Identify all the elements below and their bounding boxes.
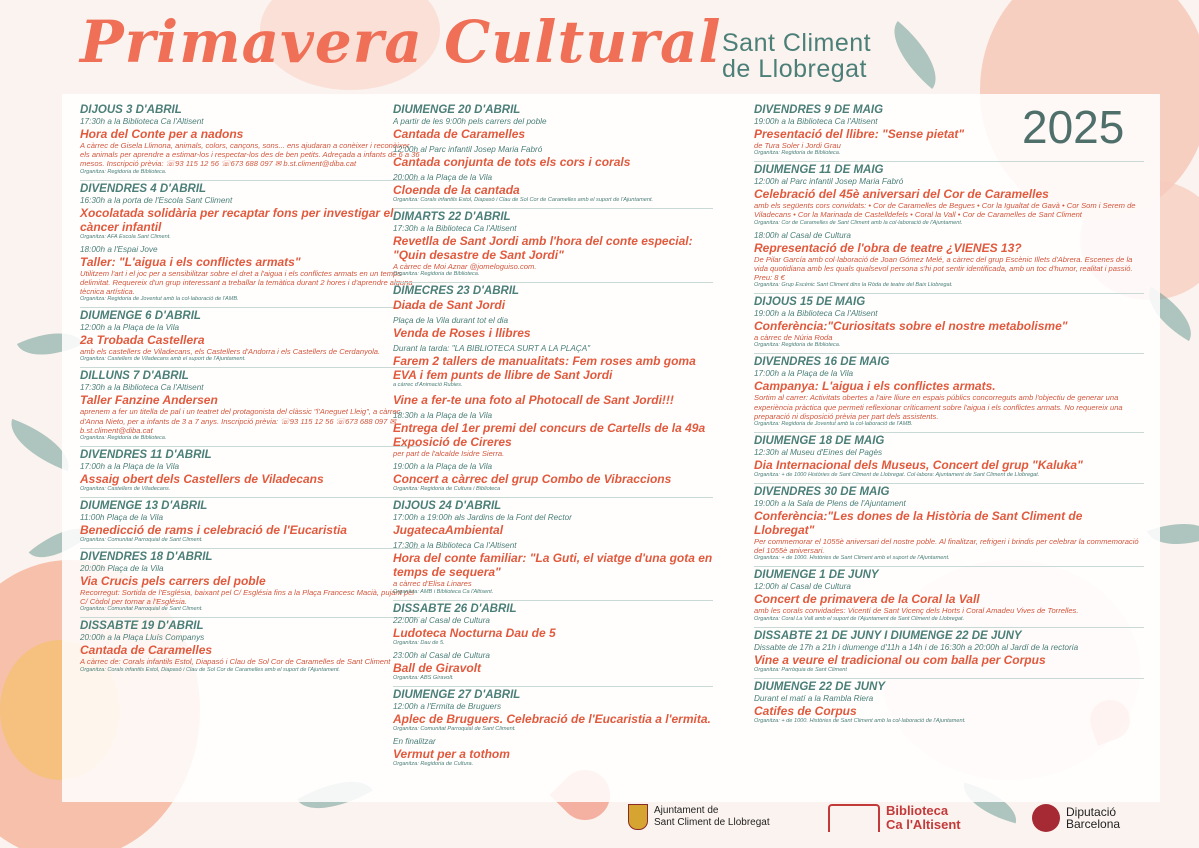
event-date: DIUMENGE 18 DE MAIG [754, 432, 1144, 448]
event-organizer: Organitza: Comunitat Parroquial de Sant Climent. [80, 537, 203, 544]
column-may-june [754, 102, 1144, 729]
event-time: 17:00h a 19:00h als Jardins de la Font del Rector [393, 513, 572, 523]
event-title: Diada de Sant Jordi [393, 298, 506, 313]
event-organizer: Organitza: Parròquia de Sant Climent [754, 666, 847, 673]
event-title: Via Crucis pels carrers del poble [80, 574, 266, 589]
shield-icon [628, 804, 648, 830]
event-organizer: Organitza: Cor de Caramelles de Sant Climent amb la col·laboració de l'Ajuntament. [754, 219, 963, 226]
event-date: DIVENDRES 11 D'ABRIL [80, 446, 420, 462]
event-title: Cantada conjunta de tots els cors i corals [393, 155, 631, 169]
event-title: Assaig obert dels Castellers de Viladecans [80, 472, 324, 487]
event-time: 17:30h a la Biblioteca Ca l'Altisent [393, 541, 517, 551]
event-entry [393, 411, 713, 458]
event-entry [393, 651, 713, 682]
event-time: Durant la tarda: "LA BIBLIOTECA SURT A LA PLAÇA" [393, 344, 591, 354]
event-entry [393, 497, 713, 537]
event-entry [80, 446, 420, 493]
event-title: Hora del conte familiar: "La Guti, el viatge d'una gota en temps de sequera" [393, 551, 713, 580]
event-time: 19:00h a la Biblioteca Ca l'Altisent [754, 117, 878, 126]
event-date: DILLUNS 7 D'ABRIL [80, 367, 420, 383]
event-entry [80, 367, 420, 442]
event-organizer: Organitza: Castellers de Viladecans amb el suport de l'Ajuntament. [80, 356, 246, 363]
event-date: DIUMENGE 13 D'ABRIL [80, 497, 420, 513]
event-date: DIVENDRES 18 D'ABRIL [80, 548, 420, 564]
event-description: Recorregut: Sortida de l'Església, baixant pel C/ Església fins a la Plaça Francesc Macià, pujant pel C/ Còdol per tornar a l'Església. [80, 588, 415, 607]
event-entry [393, 145, 713, 169]
event-entry [80, 180, 420, 241]
event-title: Farem 2 tallers de manualitats: Fem roses amb goma EVA i fem punts de llibre de Sant Jordi [393, 354, 696, 383]
event-organizer: Organitza: Coral La Vall amb el suport de l'Ajuntament de Sant Climent de Llobregat. [754, 615, 965, 622]
year: 2025 [1022, 101, 1125, 153]
event-description: a càrrec d'Elisa Linares [393, 579, 472, 589]
event-title: Benedicció de rams i celebració de l'Eucaristia [80, 523, 347, 538]
event-time: 23:00h al Casal de Cultura [393, 650, 490, 660]
event-organizer: Organitza: Regidoria de Joventut amb la col·laboració de l'AMB. [80, 296, 239, 303]
event-entry [80, 548, 420, 613]
event-description: A càrrec de: Corals infantils Estol, Diapasó i Clau de Sol Cor de Caramelles de Sant Climent [80, 657, 391, 667]
event-date: DIUMENGE 6 D'ABRIL [80, 307, 420, 323]
event-organizer: Organitza: Regidoria de Biblioteca. [80, 435, 167, 442]
event-title: Representació de l'obra de teatre ¿VIENES 13? [754, 240, 1022, 255]
event-time: 18:00h al Casal de Cultura [754, 230, 851, 240]
event-entry [754, 231, 1144, 290]
event-title: JugatecaAmbiental [393, 523, 504, 538]
event-title: Cloenda de la cantada [393, 183, 520, 197]
event-organizer: Organitza: Dau de 5. [393, 639, 445, 646]
event-time: 16:30h a la porta de l'Escola Sant Climent [80, 195, 233, 205]
event-organizer: Organitza: Regidoria de Cultura. [393, 760, 474, 767]
event-title: Ludoteca Nocturna Dau de 5 [393, 625, 556, 640]
event-time: 20:00h a la Plaça de la Vila [393, 173, 493, 182]
event-entry [80, 245, 420, 304]
event-date: DIJOUS 24 D'ABRIL [393, 497, 713, 513]
event-title: Cantada de Caramelles [80, 643, 213, 658]
event-title: Conferència:"Les dones de la Història de Sant Climent de Llobregat" [754, 509, 1083, 538]
event-title: Concert de primavera de la Coral la Vall [754, 592, 980, 607]
event-description: A càrrec de Moi Aznar @jomeloguiso.com. [393, 262, 537, 271]
event-time: 20:00h a la Plaça Lluís Companys [80, 633, 205, 643]
event-date: DISSABTE 21 DE JUNY I DIUMENGE 22 DE JUNY [754, 627, 1144, 643]
event-title: Celebració del 45è aniversari del Cor de Caramelles [754, 187, 1049, 202]
event-entry [80, 617, 420, 673]
event-organizer: Organitza: + de 1000 Històries de Sant Climent de Llobregat. Col·labora: Ajuntament de Sant Climent de Llobregat. [754, 472, 1040, 479]
event-time: 19:00h a la Plaça de la Vila [393, 462, 493, 472]
event-time: 18:30h a la Plaça de la Vila [393, 411, 493, 421]
event-date: DIVENDRES 9 DE MAIG [754, 104, 884, 116]
event-time: 12:00h a la Plaça de la Vila [80, 323, 180, 333]
event-title: Vine a fer-te una foto al Photocall de Sant Jordi!!! [393, 393, 674, 408]
event-time: Dissabte de 17h a 21h i diumenge d'11h a 14h i de 16:30h a 20:00h al Jardí de la rectoria [754, 642, 1079, 652]
event-title: Revetlla de Sant Jordi amb l'hora del conte especial: "Quin desastre de Sant Jordi" [393, 234, 693, 262]
event-time: 22:00h al Casal de Cultura [393, 615, 490, 625]
event-entry [393, 541, 713, 595]
event-date: DIUMENGE 11 DE MAIG [754, 161, 1144, 177]
event-time: 20:00h Plaça de la Vila [80, 564, 164, 574]
event-organizer: Organitza: Regidoria de Biblioteca. [754, 150, 841, 157]
event-date: DIMECRES 23 D'ABRIL [393, 282, 713, 298]
event-title: Hora del Conte per a nadons [80, 127, 244, 141]
event-title: Xocolatada solidària per recaptar fons per investigar el càncer infantil [80, 205, 394, 234]
event-organizer: Organitza: Comunitat Parroquial de Sant Climent. [80, 606, 203, 613]
event-title: Ball de Giravolt [393, 660, 482, 675]
event-date: DIUMENGE 1 DE JUNY [754, 566, 1144, 582]
event-entry [393, 462, 713, 493]
event-description: amb els castellers de Viladecans, els Castellers d'Andorra i els Castellers de Cerdanyola. [80, 347, 381, 357]
place-name: Sant Climent de Llobregat [722, 29, 872, 83]
event-title: Campanya: L'aigua i els conflictes armats. [754, 379, 996, 394]
event-entry [393, 208, 713, 278]
event-title: Aplec de Bruguers. Celebració de l'Eucaristia a l'ermita. [393, 711, 711, 726]
event-time: 12:00h al Parc infantil Josep Maria Fabró [754, 177, 904, 187]
event-description: A càrrec de Gisela Llimona, animals, colors, cançons, sons... ens ajudaran a conèixer i reconèixer els animals per aprendre a estimar-los i respectar-los des de ben petits. Adreçada a infants de 6 a 36 mesos. Inscripció prèvia: ☏93 115 12 56 ☏673 688 097 ✉ b.st.climent@diba.cat [80, 141, 420, 169]
event-organizer: Organitza: Castellers de Viladecans. [80, 486, 171, 493]
event-description: amb els següents cors convidats: • Cor de Caramelles de Begues • Cor la Igualtat de Gavà • Cor Som i Serem de Viladecans • Cor la Marinada de Castelldefels • Coral la Vall • Cor de Caramelles de Sant Climent [754, 201, 1136, 220]
event-time: 17:30h a la Biblioteca Ca l'Altisent [393, 224, 517, 233]
event-time: 12:30h al Museu d'Eines del Pagès [754, 448, 883, 458]
event-time: 17:30h a la Biblioteca Ca l'Altisent [80, 383, 204, 393]
event-organizer: Organitza: Regidoria de Biblioteca. [754, 342, 841, 349]
event-time: 12:00h al Casal de Cultura [754, 582, 851, 592]
event-date: DISSABTE 26 D'ABRIL [393, 600, 713, 616]
event-time: 18:00h a l'Espai Jove [80, 244, 158, 254]
event-entry [754, 432, 1144, 479]
event-organizer: Organitza: Comunitat Parroquial de Sant Climent. [393, 725, 516, 732]
event-description: aprenem a fer un titella de pal i un teatret del protagonista del clàssic "l'Aneguet Lleig", a càrrec d'Anna Nieto, per a infants de 3 a 7 anys. Inscripció prèvia: ☏93 115 12 56 ☏673 688 097 ✉ b.st.climent@diba.cat [80, 407, 401, 435]
event-time: 17:00h a la Plaça de la Vila [754, 369, 854, 379]
event-date: DIJOUS 3 D'ABRIL [80, 104, 182, 116]
column-april-2 [393, 102, 713, 772]
event-time: Plaça de la Vila durant tot el dia [393, 316, 509, 326]
event-description: de Tura Soler i Jordi Grau [754, 141, 841, 150]
event-entry [80, 307, 420, 363]
event-entry [754, 102, 1144, 157]
event-date: DIUMENGE 27 D'ABRIL [393, 686, 713, 702]
event-date: DIVENDRES 16 DE MAIG [754, 353, 1144, 369]
event-time: 12:00h al Parc infantil Josep Maria Fabró [393, 145, 543, 154]
column-april-1 [80, 102, 420, 678]
event-title: Dia Internacional dels Museus, Concert del grup "Kaluka" [754, 458, 1083, 473]
event-time: 19:00h a la Biblioteca Ca l'Altisent [754, 309, 878, 319]
event-organizer: Organitza: Corals infantils Estol, Diapasó i Clau de Sol Cor de Caramelles amb el suport de l'Ajuntament. [80, 666, 341, 673]
event-title: Taller Fanzine Andersen [80, 393, 218, 408]
event-date: DIUMENGE 20 D'ABRIL [393, 104, 521, 116]
event-description: amb les corals convidades: Vicentí de Sant Vicenç dels Horts i Coral Amadeu Vives de Torrelles. [754, 606, 1079, 616]
seal-icon [1032, 804, 1060, 832]
event-entry [754, 293, 1144, 349]
event-time: 11:00h Plaça de la Vila [80, 513, 163, 523]
event-date: DIVENDRES 4 D'ABRIL [80, 180, 420, 196]
event-organizer: Organitza: Corals infantils Estol, Diapasó i Clau de Sol Cor de Caramelles amb el suport de l'Ajuntament. [393, 197, 654, 203]
event-description: Utilitzem l'art i el joc per a sensibilitzar sobre el dret a l'aigua i els conflictes armats en un temps delimitat. Requereix d'un grup interessant a treballar la temàtica durant 2 hores i d'aprendre alguna tècnica artística. [80, 268, 413, 297]
event-organizer: a càrrec d'Animació Rubies. [393, 382, 463, 389]
event-entry [393, 102, 713, 141]
event-date: DIUMENGE 22 DE JUNY [754, 678, 1144, 694]
event-title: Taller: "L'aigua i els conflictes armats" [80, 254, 301, 269]
event-organizer: Organitza: Grup Escènic Sant Climent dins la Ròda de teatre del Baix Llobregat. [754, 282, 953, 289]
event-date: DISSABTE 19 D'ABRIL [80, 617, 420, 633]
event-time: 19:00h a la Sala de Plens de l'Ajuntament [754, 499, 906, 509]
event-title: Venda de Roses i llibres [393, 326, 531, 341]
event-time: A partir de les 9:00h pels carrers del poble [393, 117, 547, 126]
event-title: Catifes de Corpus [754, 703, 857, 718]
event-title: Presentació del llibre: "Sense pietat" [754, 127, 965, 141]
event-organizer: Organitza: Regidoria de Joventut amb la col·laboració de l'AMB. [754, 421, 913, 428]
event-time: Durant el matí a la Rambla Riera [754, 693, 874, 703]
event-entry [754, 566, 1144, 622]
event-title: Vine a veure el tradicional ou com balla per Corpus [754, 652, 1046, 667]
event-date: DIMARTS 22 D'ABRIL [393, 208, 713, 224]
event-entry [754, 483, 1144, 562]
logo-ajuntament: Ajuntament de Sant Climent de Llobregat [628, 804, 770, 830]
logo-diputacio: Diputació Barcelona [1032, 804, 1120, 832]
event-time: 12:00h a l'Ermita de Bruguers [393, 701, 502, 711]
event-organizer: Organitza: AMB i Biblioteca Ca l'Altisent. [393, 588, 494, 595]
event-entry [754, 161, 1144, 226]
event-entry [80, 102, 420, 176]
event-title: Entrega del 1er premi del concurs de Cartells de la 49a Exposició de Cireres [393, 421, 706, 450]
event-entry [754, 678, 1144, 725]
event-entry [393, 316, 713, 340]
event-organizer: Organitza: + de 1000. Històries de Sant Climent amb el suport de l'Ajuntament. [754, 555, 950, 562]
event-time: 17:00h a la Plaça de la Vila [80, 462, 180, 472]
event-description: Per commemorar el 1055è aniversari del nostre poble. Al finalitzar, refrigeri i brindis per celebrar la commemoració del 1055è aniversari. [754, 537, 1139, 556]
event-organizer: Organitza: Regidoria de Biblioteca. [80, 168, 167, 175]
logo-biblioteca: Biblioteca Ca l'Altisent [828, 804, 961, 832]
event-entry [80, 497, 420, 544]
event-date: DIJOUS 15 DE MAIG [754, 293, 1144, 309]
building-icon [828, 804, 880, 832]
event-date: DIVENDRES 30 DE MAIG [754, 483, 1144, 499]
page-title: Primavera Cultural [80, 8, 722, 76]
event-entry [393, 600, 713, 647]
event-title: Concert a càrrec del grup Combo de Vibraccions [393, 472, 672, 487]
event-description: Sortim al carrer: Activitats obertes a l'aire lliure en espais públics concorreguts amb l'objectiu de generar una experiència pràctica que permeti reflexionar críticament sobre l'aigua i els conflictes armats. No requereix una preparació ni disposició prèvia per part dels assistents. [754, 393, 1123, 421]
event-title: Cantada de Caramelles [393, 127, 526, 141]
event-time: En finalitzar [393, 736, 436, 746]
event-description: per part de l'alcalde Isidre Sierra. [393, 449, 505, 459]
event-description: De Pilar García amb col·laboració de Joan Gómez Melé, a càrrec del grup Escènic Illets d'Abrera. Escenes de la vida quotidiana amb les quals qualsevol persona s'hi pot sentir identificada, amb un toc d'humor, realitat i passió. Preu: 8 € [754, 254, 1133, 283]
event-entry [754, 353, 1144, 428]
event-organizer: Organitza: Regidoria de Cultura i Biblioteca [393, 486, 501, 493]
event-organizer: Organitza: ABS Giravolt. [393, 674, 454, 681]
event-entry [754, 627, 1144, 674]
event-entry [393, 282, 713, 312]
event-title: Conferència:"Curiositats sobre el nostre metabolisme" [754, 319, 1068, 334]
event-entry [393, 737, 713, 768]
event-entry [393, 173, 713, 204]
event-entry [393, 686, 713, 733]
event-title: 2a Trobada Castellera [80, 333, 205, 348]
event-organizer: Organitza: + de 1000. Històries de Sant Climent amb la col·laboració de l'Ajuntament. [754, 717, 966, 724]
event-description: a càrrec de Núria Roda [754, 333, 833, 343]
event-organizer: Organitza: AFA Escola Sant Climent. [80, 233, 171, 240]
event-organizer: Organitza: Regidoria de Biblioteca. [393, 271, 480, 278]
event-time: 17:30h a la Biblioteca Ca l'Altisent [80, 117, 204, 126]
event-entry [393, 393, 713, 407]
event-title: Vermut per a tothom [393, 746, 510, 761]
event-entry [393, 344, 713, 389]
